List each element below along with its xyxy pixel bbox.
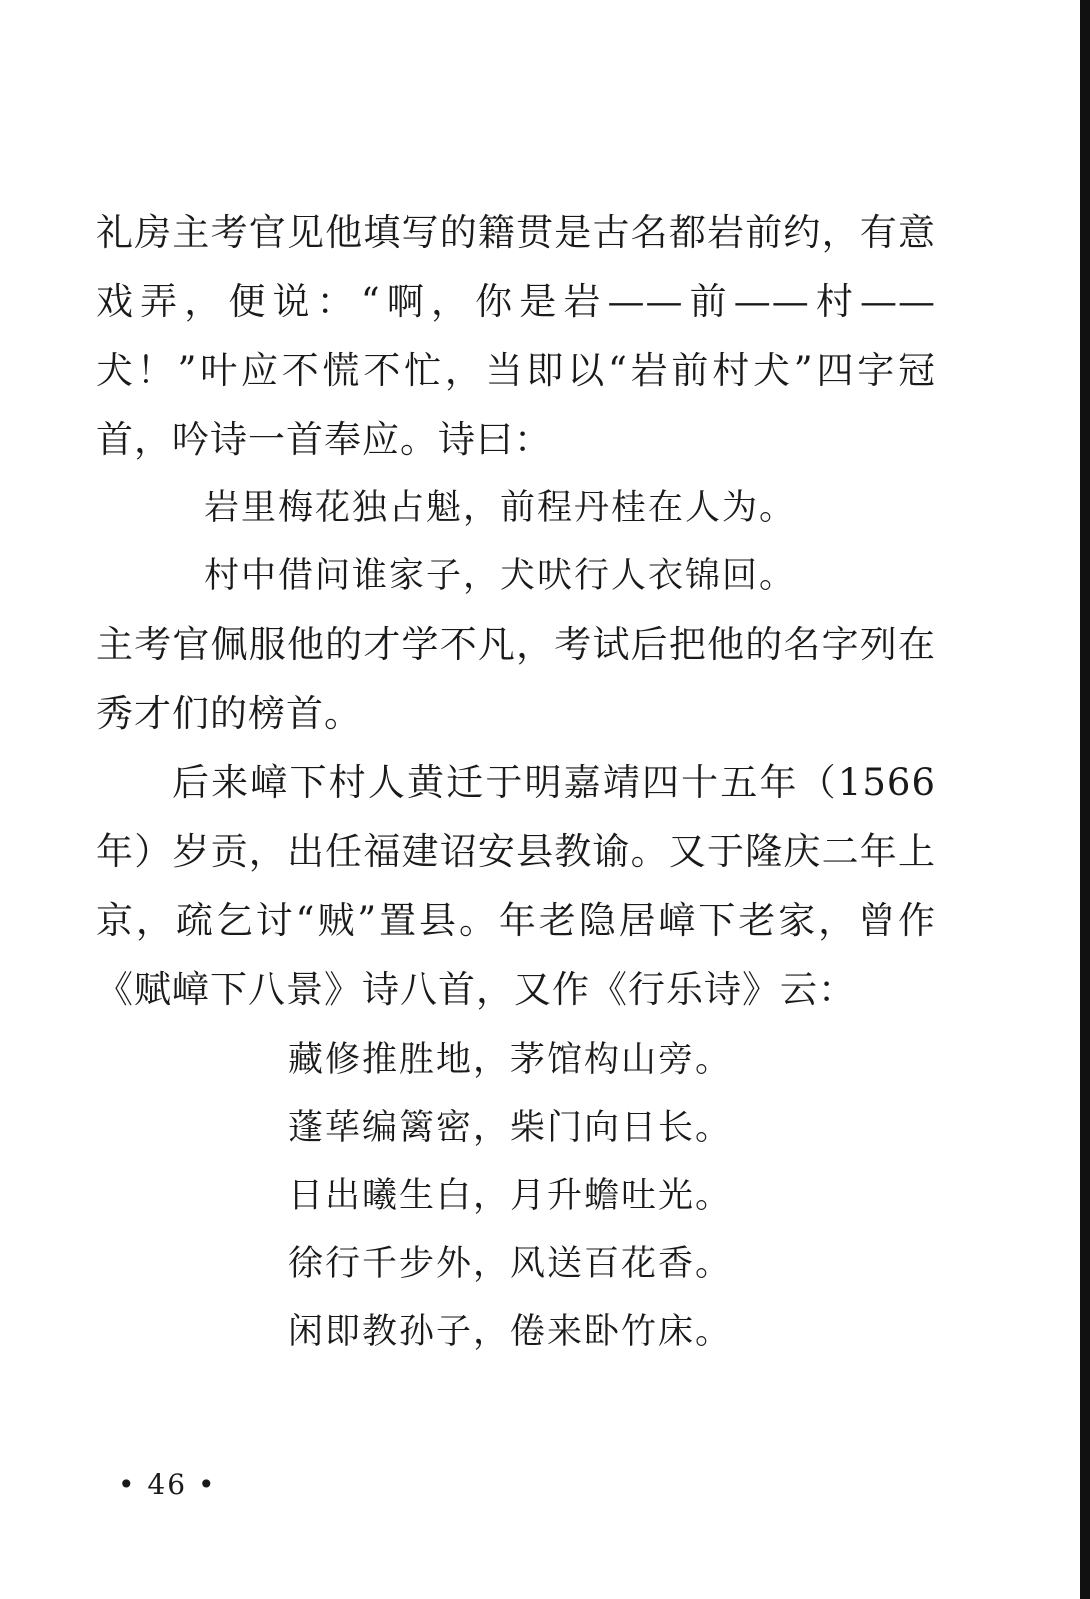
page-number: • 46 • <box>118 1468 217 1501</box>
paragraph-3: 后来嶂下村人黄迁于明嘉靖四十五年（1566年）岁贡，出任福建诏安县教谕。又于隆庆二年上京，疏乞讨“贼”置县。年老隐居嶂下老家，曾作《赋嶂下八景》诗八首，又作《行乐诗》云： <box>96 761 936 1011</box>
poem-2 <box>96 1026 936 1366</box>
poem-2-line: 藏修推胜地，茅馆构山旁。 <box>288 1040 733 1080</box>
paragraph-1: 礼房主考官见他填写的籍贯是古名都岩前约，有意戏弄，便说：“啊，你是岩——前——村——犬！”叶应不慌不忙，当即以“岩前村犬”四字冠首，吟诗一首奉应。诗曰： <box>96 211 936 461</box>
poem-2-line: 蓬荜编篱密，柴门向日长。 <box>288 1108 733 1148</box>
poem-2-line: 徐行千步外，风送百花香。 <box>288 1244 733 1284</box>
poem-2-line: 闲即教孙子，倦来卧竹床。 <box>288 1312 733 1352</box>
poem-1 <box>96 474 936 610</box>
poem-1-line: 村中借问谁家子，犬吠行人衣锦回。 <box>204 556 797 596</box>
poem-1-line: 岩里梅花独占魁，前程丹桂在人为。 <box>204 488 797 528</box>
poem-2-line: 日出曦生白，月升蟾吐光。 <box>288 1176 733 1216</box>
page-edge <box>1080 0 1090 1599</box>
paragraph-2: 主考官佩服他的才学不凡，考试后把他的名字列在秀才们的榜首。 <box>96 623 936 735</box>
page-content <box>96 198 936 1366</box>
